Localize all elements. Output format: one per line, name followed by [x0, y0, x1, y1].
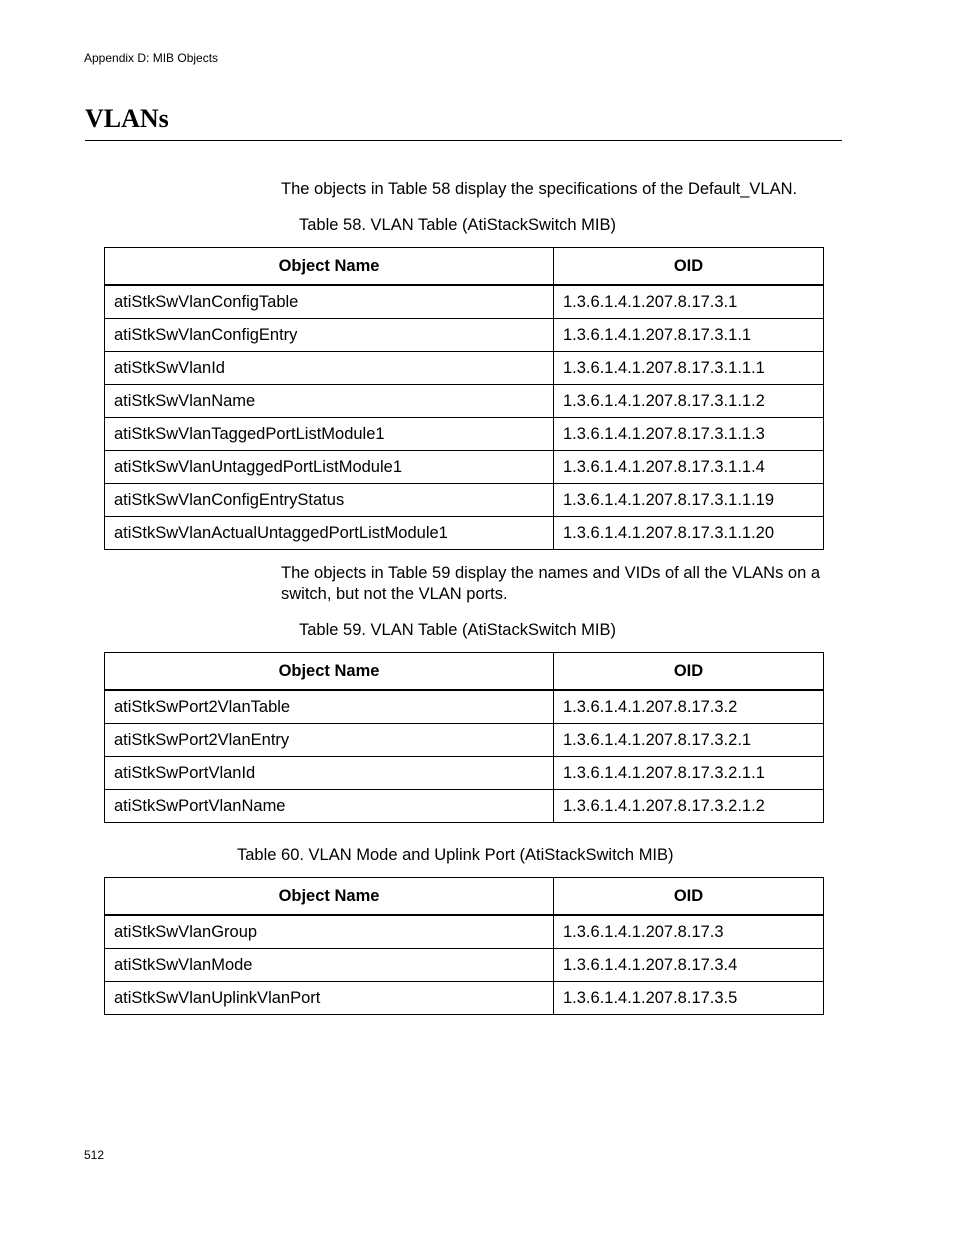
oid-cell: 1.3.6.1.4.1.207.8.17.3.1.1.2 [554, 385, 824, 418]
column-header-object-name: Object Name [105, 248, 554, 286]
oid-cell: 1.3.6.1.4.1.207.8.17.3.1.1.1 [554, 352, 824, 385]
object-name-cell: atiStkSwVlanConfigEntry [105, 319, 554, 352]
table-row [105, 418, 824, 451]
oid-cell: 1.3.6.1.4.1.207.8.17.3.2 [554, 690, 824, 724]
table-60-caption: Table 60. VLAN Mode and Uplink Port (AtiStackSwitch MIB) [237, 846, 674, 864]
oid-cell: 1.3.6.1.4.1.207.8.17.3.4 [554, 949, 824, 982]
object-name-cell: atiStkSwVlanConfigEntryStatus [105, 484, 554, 517]
table-row [105, 982, 824, 1015]
table-header-row [105, 878, 824, 916]
table-row [105, 319, 824, 352]
table-row [105, 690, 824, 724]
column-header-object-name: Object Name [105, 653, 554, 691]
table-row [105, 385, 824, 418]
object-name-cell: atiStkSwPort2VlanEntry [105, 724, 554, 757]
table-row [105, 352, 824, 385]
oid-cell: 1.3.6.1.4.1.207.8.17.3.1.1.4 [554, 451, 824, 484]
object-name-cell: atiStkSwVlanActualUntaggedPortListModule1 [105, 517, 554, 550]
oid-cell: 1.3.6.1.4.1.207.8.17.3.5 [554, 982, 824, 1015]
object-name-cell: atiStkSwVlanGroup [105, 915, 554, 949]
oid-cell: 1.3.6.1.4.1.207.8.17.3.1 [554, 285, 824, 319]
table-row [105, 915, 824, 949]
oid-cell: 1.3.6.1.4.1.207.8.17.3.1.1.20 [554, 517, 824, 550]
table-60 [104, 877, 824, 1015]
object-name-cell: atiStkSwVlanMode [105, 949, 554, 982]
column-header-object-name: Object Name [105, 878, 554, 916]
oid-cell: 1.3.6.1.4.1.207.8.17.3.1.1.19 [554, 484, 824, 517]
page-number: 512 [84, 1148, 105, 1162]
table-row [105, 451, 824, 484]
object-name-cell: atiStkSwVlanUntaggedPortListModule1 [105, 451, 554, 484]
table-header-row [105, 248, 824, 286]
column-header-oid: OID [554, 878, 824, 916]
table-row [105, 724, 824, 757]
table-row [105, 790, 824, 823]
column-header-oid: OID [554, 248, 824, 286]
table-58-caption: Table 58. VLAN Table (AtiStackSwitch MIB) [299, 216, 616, 234]
table-59 [104, 652, 824, 823]
table-59-intro: The objects in Table 59 display the names and VIDs of all the VLANs on a switch, but not the VLAN ports. [281, 564, 821, 603]
table-58 [104, 247, 824, 550]
table-row [105, 484, 824, 517]
section-title: VLANs [85, 104, 169, 133]
column-header-oid: OID [554, 653, 824, 691]
object-name-cell: atiStkSwVlanTaggedPortListModule1 [105, 418, 554, 451]
table-row [105, 949, 824, 982]
table-row [105, 757, 824, 790]
table-58-intro: The objects in Table 58 display the specifications of the Default_VLAN. [281, 180, 798, 198]
oid-cell: 1.3.6.1.4.1.207.8.17.3.1.1 [554, 319, 824, 352]
title-rule [85, 140, 842, 141]
running-header: Appendix D: MIB Objects [84, 51, 219, 65]
table-row [105, 285, 824, 319]
object-name-cell: atiStkSwPortVlanId [105, 757, 554, 790]
table-59-caption: Table 59. VLAN Table (AtiStackSwitch MIB) [299, 621, 616, 639]
oid-cell: 1.3.6.1.4.1.207.8.17.3.2.1.2 [554, 790, 824, 823]
object-name-cell: atiStkSwVlanId [105, 352, 554, 385]
object-name-cell: atiStkSwVlanUplinkVlanPort [105, 982, 554, 1015]
oid-cell: 1.3.6.1.4.1.207.8.17.3.2.1 [554, 724, 824, 757]
object-name-cell: atiStkSwPortVlanName [105, 790, 554, 823]
table-header-row [105, 653, 824, 691]
oid-cell: 1.3.6.1.4.1.207.8.17.3.2.1.1 [554, 757, 824, 790]
oid-cell: 1.3.6.1.4.1.207.8.17.3.1.1.3 [554, 418, 824, 451]
table-row [105, 517, 824, 550]
object-name-cell: atiStkSwVlanName [105, 385, 554, 418]
object-name-cell: atiStkSwPort2VlanTable [105, 690, 554, 724]
object-name-cell: atiStkSwVlanConfigTable [105, 285, 554, 319]
oid-cell: 1.3.6.1.4.1.207.8.17.3 [554, 915, 824, 949]
